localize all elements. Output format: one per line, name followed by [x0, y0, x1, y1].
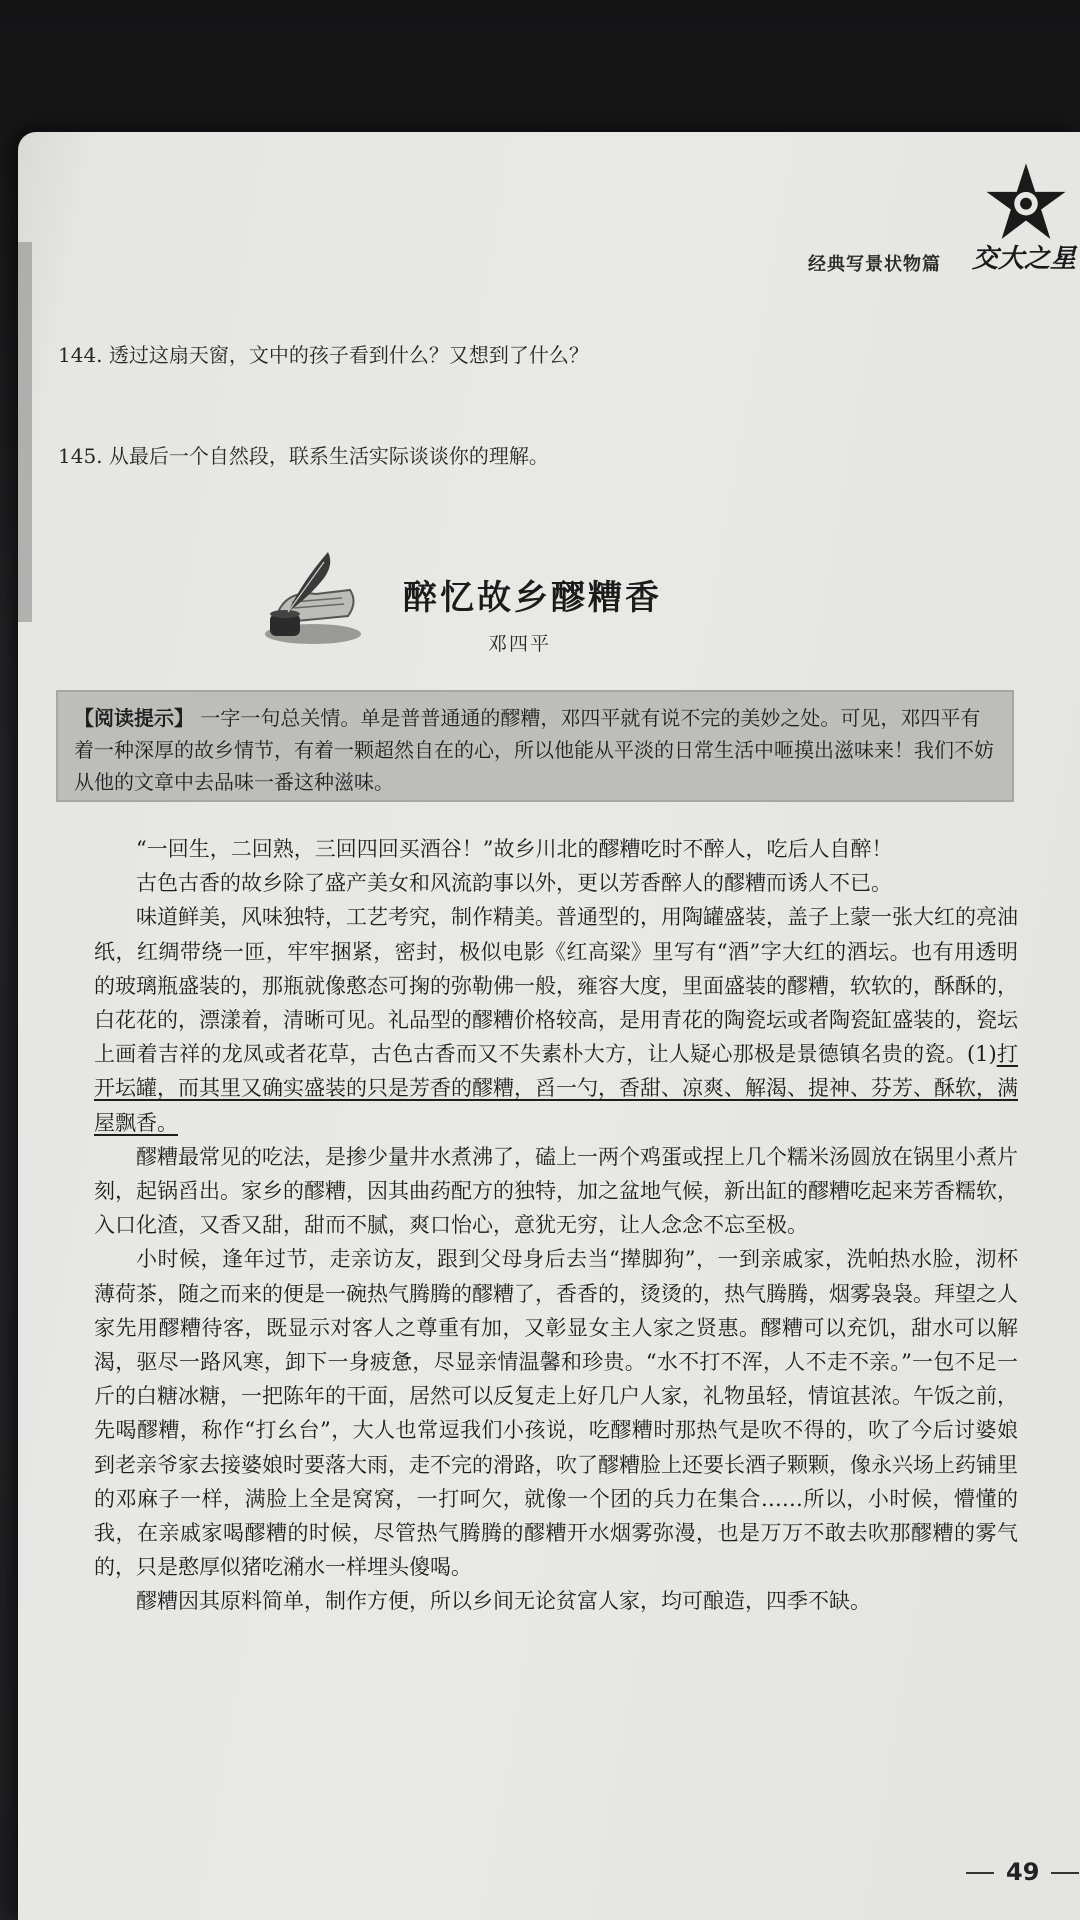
question-144: 144. 透过这扇天窗，文中的孩子看到什么？又想到了什么？ [58, 343, 589, 367]
star-logo-icon [984, 160, 1068, 244]
paragraph-6: 醪糟因其原料简单，制作方便，所以乡间无论贫富人家，均可酿造，四季不缺。 [136, 1589, 871, 1614]
reading-tip-box [56, 690, 1014, 802]
page-number-dash-right [1051, 1872, 1079, 1874]
quill-inkpot-icon [258, 542, 368, 652]
article-author: 邓四平 [488, 633, 552, 655]
page-number [954, 1858, 1080, 1886]
paragraph-4: 醪糟最常见的吃法，是掺少量井水煮沸了，磕上一两个鸡蛋或捏上几个糯米汤圆放在锅里小煮片刻，起锅舀出。家乡的醪糟，因其曲药配方的独特，加之盆地气候，新出缸的醪糟吃起来芳香糯软，入口化渣，又香又甜，甜而不腻，爽口怡心，意犹无穷，让人念念不忘至极。 [94, 1144, 1018, 1238]
section-header: 经典写景状物篇 [808, 254, 941, 275]
paragraph-3 [94, 900, 1018, 1139]
article-body [94, 832, 1018, 1619]
reading-tip-label: 【阅读提示】 [74, 706, 194, 730]
page-edge-shadow [18, 242, 32, 622]
underlined-sentence: 打开坛罐，而其里又确实盛装的只是芳香的醪糟，舀一勺，香甜、凉爽、解渴、提神、芬芳、酥软，满屋飘香。 [94, 1042, 1018, 1135]
brand-name: 交大之星 [972, 244, 1077, 274]
paragraph-2: 古色古香的故乡除了盛产美女和风流韵事以外，更以芳香醉人的醪糟而诱人不已。 [136, 871, 892, 896]
article-title: 醉忆故乡醪糟香 [403, 578, 662, 618]
page-number-value: 49 [1006, 1858, 1040, 1886]
book-page [18, 132, 1080, 1920]
paragraph-3-text: 味道鲜美，风味独特，工艺考究，制作精美。普通型的，用陶罐盛装，盖子上蒙一张大红的亮油纸，红绸带绕一匝，牢牢捆紧，密封，极似电影《红高粱》里写有“酒”字大红的酒坛。也有用透明的玻璃瓶盛装的，那瓶就像憨态可掬的弥勒佛一般，雍容大度，里面盛装的醪糟，软软的，酥酥的，白花花的，漂漾着，清晰可见。礼品型的醪糟价格较高，是用青花的陶瓷坛或者陶瓷缸盛装的，瓷坛上画着吉祥的龙凤或者花草，古色古香而又不失素朴大方，让人疑心那极是景德镇名贵的瓷。(1) [94, 905, 1018, 1067]
question-145: 145. 从最后一个自然段，联系生活实际谈谈你的理解。 [58, 444, 549, 468]
brand-logo [972, 160, 1077, 280]
page-number-dash-left [966, 1872, 994, 1874]
reading-tip-text: 一字一句总关情。单是普普通通的醪糟，邓四平就有说不完的美妙之处。可见，邓四平有着一种深厚的故乡情节，有着一颗超然自在的心，所以他能从平淡的日常生活中咂摸出滋味来！我们不妨从他的文章中去品味一番这种滋味。 [74, 706, 994, 794]
paragraph-5: 小时候，逢年过节，走亲访友，跟到父母身后去当“撵脚狗”，一到亲戚家，洗帕热水脸，沏杯薄荷茶，随之而来的便是一碗热气腾腾的醪糟了，香香的，烫烫的，热气腾腾，烟雾袅袅。拜望之人家先用醪糟待客，既显示对客人之尊重有加，又彰显女主人家之贤惠。醪糟可以充饥，甜水可以解渴，驱尽一路风寒，卸下一身疲惫，尽显亲情温馨和珍贵。“水不打不浑，人不走不亲。”一包不足一斤的白糖冰糖，一把陈年的干面，居然可以反复走上好几户人家，礼物虽轻，情谊甚浓。午饭之前，先喝醪糟，称作“打幺台”，大人也常逗我们小孩说，吃醪糟时那热气是吹不得的，吹了今后讨婆娘到老亲爷家去接婆娘时要落大雨，走不完的滑路，吹了醪糟脸上还要长酒子颗颗，像永兴场上药铺里的邓麻子一样，满脸上全是窝窝，一打呵欠，就像一个团的兵力在集合……所以，小时候，懵懂的我，在亲戚家喝醪糟的时候，尽管热气腾腾的醪糟开水烟雾弥漫，也是万万不敢去吹那醪糟的雾气的，只是憨厚似猪吃潲水一样埋头傻喝。 [94, 1247, 1018, 1580]
paragraph-1: “一回生，二回熟，三回四回买酒谷！”故乡川北的醪糟吃时不醉人，吃后人自醉！ [136, 837, 893, 861]
